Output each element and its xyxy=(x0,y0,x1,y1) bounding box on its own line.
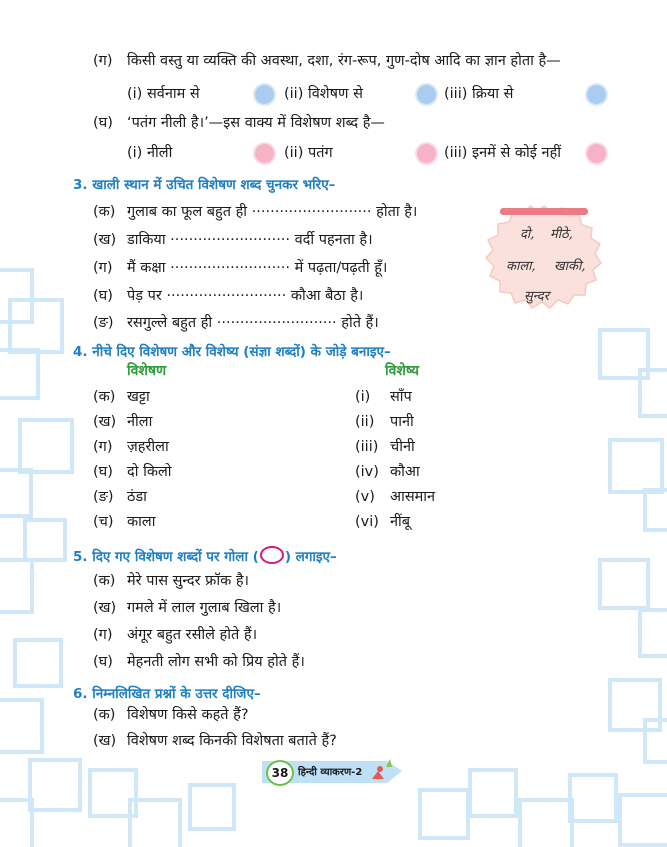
q5-heading-start: 5. दिए गए विशेषण शब्दों पर गोला ( xyxy=(73,549,259,565)
book-title: हिन्दी व्याकरण-2 xyxy=(298,767,363,778)
q6-heading: 6. निम्नलिखित प्रश्नों के उत्तर दीजिए– xyxy=(73,686,261,702)
q4-left-word: नीला xyxy=(127,414,153,430)
q5-sentence: गमले में लाल गुलाब खिला है। xyxy=(127,600,282,616)
word-box-word: सुन्दर xyxy=(524,289,550,304)
q4-right-label: (i) xyxy=(355,389,371,405)
q3-item-text: पेड़ पर ·························· कौआ बैठा है। xyxy=(127,288,364,304)
q4-right-word: पानी xyxy=(390,414,414,430)
q5-sentence: अंगूर बहुत रसीले होते हैं। xyxy=(127,627,258,643)
q4-left-word: खट्टा xyxy=(127,389,150,405)
page-number: 38 xyxy=(266,760,294,786)
q6-item-label: (ख) xyxy=(93,733,117,749)
q5-item-label: (क) xyxy=(93,573,116,589)
circle-icon xyxy=(260,546,284,564)
q2-gha-option-2: (ii) पतंग xyxy=(284,145,333,161)
q5-sentence: मेहनती लोग सभी को प्रिय होते हैं। xyxy=(127,654,305,670)
q6-question: विशेषण शब्द किनकी विशेषता बताते हैं? xyxy=(127,733,337,749)
q3-item-label: (ख) xyxy=(93,232,117,248)
q4-left-label: (ख) xyxy=(93,414,117,430)
q3-item-text: गुलाब का फूल बहुत ही ·························· होता है। xyxy=(127,204,418,220)
q2-gha-text: ‘पतंग नीली है।’—इस वाक्य में विशेषण शब्द है— xyxy=(127,115,385,131)
q3-item-label: (ङ) xyxy=(93,315,114,331)
q5-sentence: मेरे पास सुन्दर फ्रॉक है। xyxy=(127,573,250,589)
q5-heading xyxy=(73,546,337,566)
q6-item-label: (क) xyxy=(93,707,116,723)
q4-right-label: (ii) xyxy=(355,414,375,430)
q4-right-label: (vi) xyxy=(355,514,379,530)
word-box-word: दो, xyxy=(520,227,535,242)
q5-item-label: (ग) xyxy=(93,627,113,643)
word-box-word: मीठे, xyxy=(550,227,573,242)
q4-heading: 4. नीचे दिए विशेषण और विशेष्य (संज्ञा शब्दों) के जोड़े बनाइए– xyxy=(73,344,391,360)
q4-left-word: काला xyxy=(127,514,156,530)
q4-left-label: (ग) xyxy=(93,439,113,455)
option-1-bubble[interactable] xyxy=(255,85,274,104)
q4-left-label: (ङ) xyxy=(93,489,114,505)
q4-left-word: ज़हरीला xyxy=(127,439,169,455)
option-3-bubble[interactable] xyxy=(587,85,606,104)
q2-ga-text: किसी वस्तु या व्यक्ति की अवस्था, दशा, रंग-रूप, गुण-दोष आदि का ज्ञान होता है— xyxy=(127,53,561,69)
q3-item-text: मैं कक्षा ·························· में पढ़ता/पढ़ती हूँ। xyxy=(127,260,388,276)
q2-ga-label: (ग) xyxy=(93,53,113,69)
q4-right-word: साँप xyxy=(390,389,412,405)
q3-item-label: (क) xyxy=(93,204,116,220)
q2-gha-label: (घ) xyxy=(93,115,113,131)
q4-left-word: ठंडा xyxy=(127,489,147,505)
q6-question: विशेषण किसे कहते हैं? xyxy=(127,707,249,723)
q3-item-label: (घ) xyxy=(93,288,113,304)
q2-gha-option-3: (iii) इनमें से कोई नहीं xyxy=(444,145,561,161)
q3-item-label: (ग) xyxy=(93,260,113,276)
q4-right-label: (v) xyxy=(355,489,375,505)
word-box xyxy=(480,200,608,312)
q4-right-label: (iii) xyxy=(355,439,379,455)
q4-left-label: (घ) xyxy=(93,464,113,480)
option-3-bubble[interactable] xyxy=(587,144,606,163)
q2-ga-option-2: (ii) विशेषण से xyxy=(284,86,363,102)
option-2-bubble[interactable] xyxy=(417,144,436,163)
column-heading-visheshan: विशेषण xyxy=(127,363,167,379)
q3-item-text: रसगुल्ले बहुत ही ·························· होते हैं। xyxy=(127,315,379,331)
q4-left-label: (क) xyxy=(93,389,116,405)
option-2-bubble[interactable] xyxy=(417,85,436,104)
q4-right-word: आसमान xyxy=(390,489,436,505)
q4-right-word: कौआ xyxy=(390,464,420,480)
column-heading-visheshya: विशेष्य xyxy=(385,363,420,379)
word-box-word: काला, xyxy=(506,259,536,274)
option-1-bubble[interactable] xyxy=(255,144,274,163)
q4-right-label: (iv) xyxy=(355,464,379,480)
q4-right-word: नींबू xyxy=(390,514,411,530)
q3-heading: 3. खाली स्थान में उचित विशेषण शब्द चुनकर भरिए– xyxy=(73,177,336,193)
q5-heading-end: ) लगाइए– xyxy=(284,549,337,565)
q4-right-word: चीनी xyxy=(390,439,415,455)
q4-left-label: (च) xyxy=(93,514,114,530)
q2-ga-option-3: (iii) क्रिया से xyxy=(444,86,514,102)
q2-gha-option-1: (i) नीली xyxy=(127,145,173,161)
q2-ga-option-1: (i) सर्वनाम से xyxy=(127,86,200,102)
q5-item-label: (ख) xyxy=(93,600,117,616)
word-box-word: खाकी, xyxy=(554,259,586,274)
q5-item-label: (घ) xyxy=(93,654,113,670)
q3-item-text: डाकिया ·························· वर्दी पहनता है। xyxy=(127,232,373,248)
q4-left-word: दो किलो xyxy=(127,464,172,480)
